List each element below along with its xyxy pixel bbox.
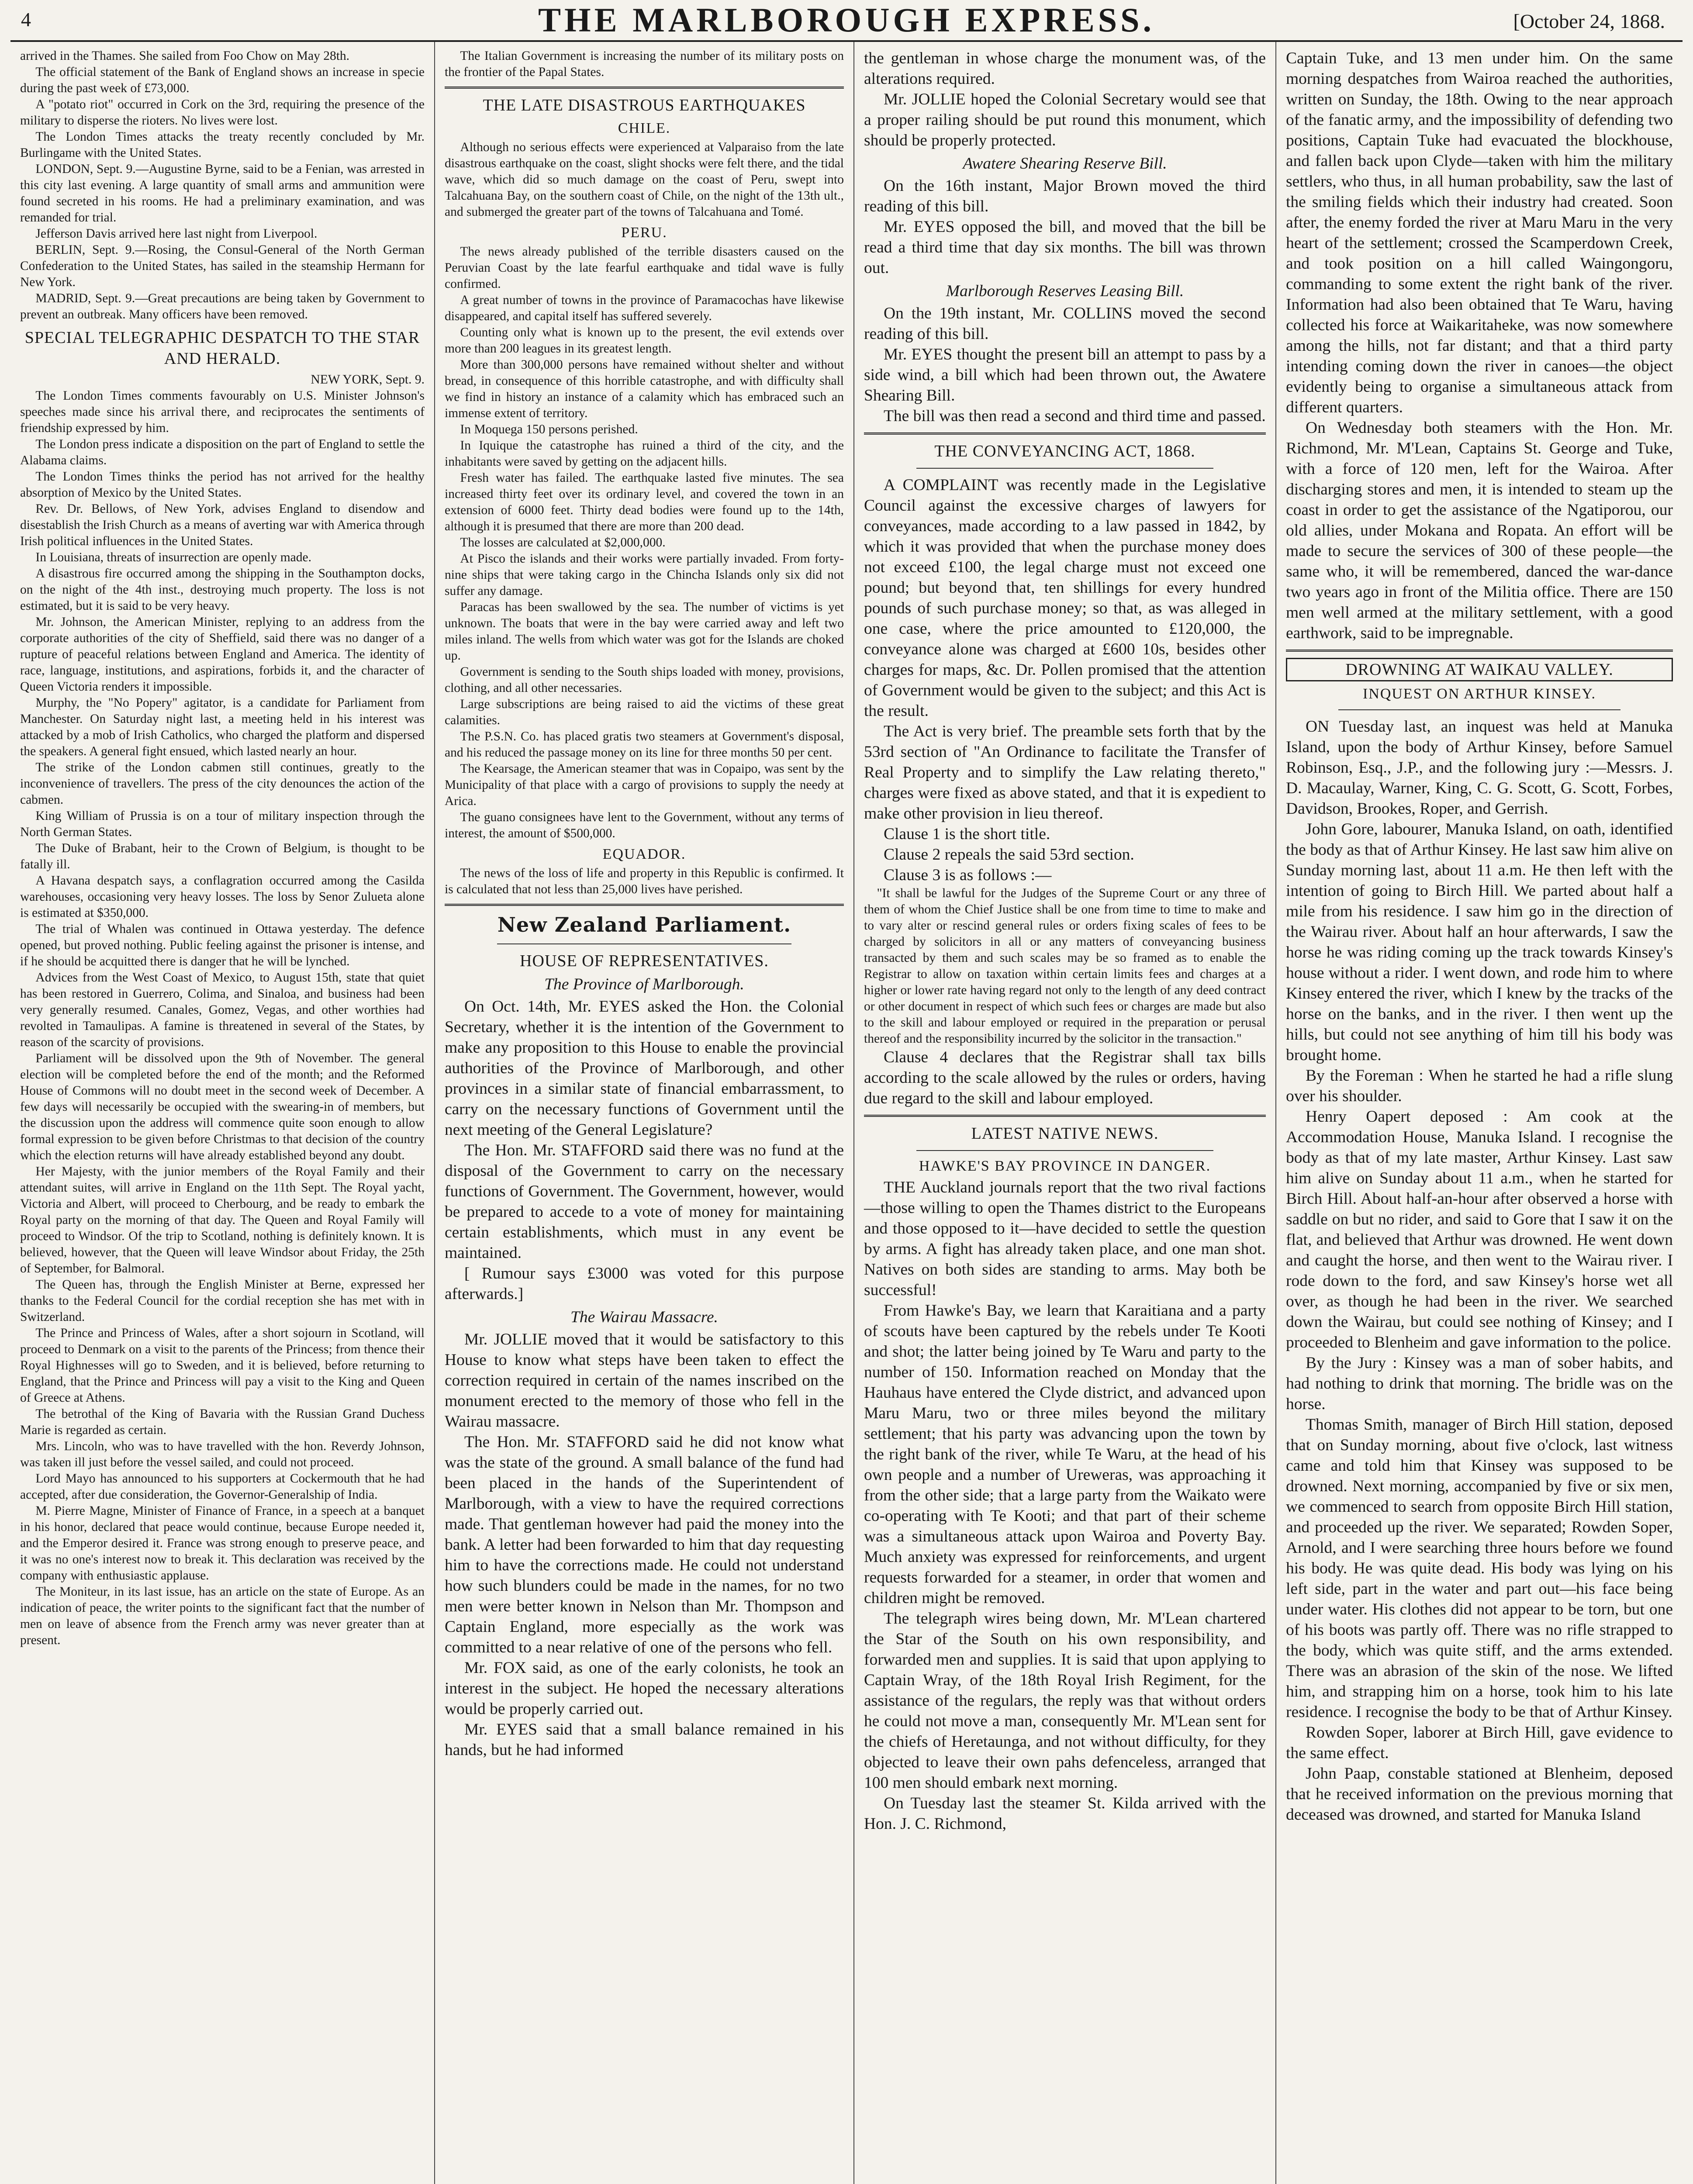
divider xyxy=(1338,709,1620,710)
paragraph: Paracas has been swallowed by the sea. The number of victims is yet unknown. The boats that were in the bay were carried away and left two miles inland. The wells from which water was got for the Islands are choked up. xyxy=(445,600,844,663)
paragraph: Rowden Soper, laborer at Birch Hill, gave evidence to the same effect. xyxy=(1286,1724,1673,1762)
masthead xyxy=(10,0,1683,42)
paragraph: The official statement of the Bank of England shows an increase in specie during the past week of £73,000. xyxy=(20,65,425,95)
divider xyxy=(916,468,1213,469)
paragraph: Clause 4 declares that the Registrar shall tax bills according to the scale allowed by the rules or orders, having due regard to the skill and labour employed. xyxy=(864,1048,1266,1107)
divider xyxy=(445,86,844,89)
divider xyxy=(445,904,844,906)
divider xyxy=(864,432,1266,435)
paragraph: LONDON, Sept. 9.—Augustine Byrne, said to be a Fenian, was arrested in this city last evening. A large quantity of small arms and ammunition were found secreted in his rooms. He had a preliminary examination, and was remanded for trial. xyxy=(20,162,425,225)
paragraph: The London Times attacks the treaty recently concluded by Mr. Burlingame with the United States. xyxy=(20,130,425,160)
paragraph: Mr. EYES opposed the bill, and moved that the bill be read a third time that day six months. The bill was thrown out. xyxy=(864,218,1266,277)
paragraph: In Louisiana, threats of insurrection are openly made. xyxy=(35,550,311,564)
paragraph: A COMPLAINT was recently made in the Legislative Council against the excessive charges of lawyers for conveyances, made according to a law passed in 1842, by which it was provided that when the purchase money does not exceed £100, the legal charge must not exceed one pound; but beyond that, ten shillings for every hundred pounds of such purchase money; so that, as was alleged in one case, where the price amounted to £120,000, the conveyance alone was charged at £600 10s, besides other charges for maps, &c. Dr. Pollen promised that the attention of Government would be given to the subject; and this Act is the result. xyxy=(864,476,1266,720)
drowning-heading: DROWNING AT WAIKAU VALLEY. xyxy=(1286,658,1673,681)
paragraph: THE Auckland journals report that the two rival factions—those willing to open the Thames district to the Europeans and those opposed to it—have decided to settle the question by arms. A fight has already taken place, and one man shot. Natives on both sides are standing to arms. May both be successful! xyxy=(864,1178,1266,1299)
paragraph: Although no serious effects were experienced at Valparaiso from the late disastrous earthquake on the coast, slight shocks were felt there, and the tidal wave, which did so much damage on the coast of Peru, swept into Talcahuana Bay, on the southern coast of Chile, on the night of the 13th ult., and submerged the greater part of the towns of Talcahuana and Tomé. xyxy=(445,140,844,219)
paragraph: Jefferson Davis arrived here last night from Liverpool. xyxy=(35,227,318,241)
house-heading: HOUSE OF REPRESENTATIVES. xyxy=(520,952,769,970)
dateline: NEW YORK, Sept. 9. xyxy=(311,373,425,387)
paragraph: Mr. EYES said that a small balance remained in his hands, but he had informed xyxy=(445,1721,844,1759)
paragraph: The Hon. Mr. STAFFORD said there was no fund at the disposal of the Government to carry on the necessary functions of Government. The Government, however, would be prepared to accede to a vote of money for maintaining certain establishments, which must in any event be maintained. xyxy=(445,1141,844,1262)
divider xyxy=(497,943,791,944)
paragraph: The Italian Government is increasing the number of its military posts on the frontier of the Papal States. xyxy=(445,49,844,79)
newspaper-title: THE MARLBOROUGH EXPRESS. xyxy=(538,1,1155,39)
paragraph: The bill was then read a second and third time and passed. xyxy=(884,407,1266,425)
page-number: 4 xyxy=(21,8,31,31)
columns xyxy=(10,42,1683,2184)
paragraph: Mr. EYES thought the present bill an attempt to pass by a side wind, a bill which had been thrown out, the Awatere Shearing Bill. xyxy=(864,346,1266,404)
paragraph: By the Foreman : When he started he had a rifle slung over his shoulder. xyxy=(1286,1067,1673,1105)
paragraph: A "potato riot" occurred in Cork on the 3rd, requiring the presence of the military to disperse the rioters. No lives were lost. xyxy=(20,97,425,128)
paragraph: The Act is very brief. The preamble sets forth that by the 53rd section of "An Ordinance to facilitate the Transfer of Real Property and to simplify the Law relating thereto," charges were fixed as above stated, and that it is expedient to make other provision in lieu thereof. xyxy=(864,722,1266,822)
paragraph: Advices from the West Coast of Mexico, to August 15th, state that quiet has been restored in Guerrero, Colima, and Sinaloa, and business had been very generally resumed. Canales, Gomez, Vegas, and other worthies had revolted in Tamaulipas. A famine is threatened in several of the States, by reason of the scarcity of provisions. xyxy=(20,971,425,1049)
paragraph: Mrs. Lincoln, who was to have travelled with the hon. Reverdy Johnson, was taken ill just before the vessel sailed, and could not proceed. xyxy=(20,1439,425,1469)
paragraph: From Hawke's Bay, we learn that Karaitiana and a party of scouts have been captured by the rebels under Te Kooti and shot; the latter being joined by Te Waru and party to the number of 150. Information reached on Monday that the Hauhaus have entered the Clyde district, and advanced upon Maru Maru, two or three miles beyond the military settlement; that his party was advancing upon the town by the right bank of the river, while Te Waru, at the head of his own people and a number of Ureweras, was approaching it from the other side; that a large party from the Waikato were co-operating with Te Kooti; and that part of their scheme was a simultaneous attack upon Wairoa and Poverty Bay. Much anxiety was expressed for reinforcements, and urgent requests forwarded for a steamer, in order that women and children might be removed. xyxy=(864,1302,1266,1607)
paragraph: the gentleman in whose charge the monument was, of the alterations required. xyxy=(864,49,1266,88)
paragraph: The betrothal of the King of Bavaria with the Russian Grand Duchess Marie is regarded as certain. xyxy=(20,1407,425,1437)
paragraph: The Prince and Princess of Wales, after a short sojourn in Scotland, will proceed to Denmark on a visit to the parents of the Princess; from thence their Royal Highnesses will go to Sweden, and it is believed, before returning to England, that the Prince and Princess will pay a visit to the King and Queen of Greece at Athens. xyxy=(20,1326,425,1405)
conveyancing-heading: THE CONVEYANCING ACT, 1868. xyxy=(934,442,1195,460)
paragraph: Mr. JOLLIE moved that it would be satisfactory to this House to know what steps have been taken to effect the correction required in certain of the names inscribed on the monument erected to the memory of those who fell in the Wairau massacre. xyxy=(445,1330,844,1431)
paragraph: The strike of the London cabmen still continues, greatly to the inconvenience of travellers. The press of the city denounces the action of the cabmen. xyxy=(20,760,425,807)
paragraph: In Iquique the catastrophe has ruined a third of the city, and the inhabitants were saved by getting on the adjacent hills. xyxy=(445,439,844,469)
paragraph: Mr. Johnson, the American Minister, replying to an address from the corporate authorities of the city of Sheffield, said there was no danger of a rupture of peaceful relations between England and America. The identity of race, language, institutions, and aspirations, forbids it, and the character of Queen Victoria renders it impossible. xyxy=(20,615,425,694)
paragraph: Large subscriptions are being raised to aid the victims of these great calamities. xyxy=(445,697,844,727)
paragraph: The London Times thinks the period has not arrived for the healthy absorption of Mexico by the United States. xyxy=(20,470,425,500)
column-1 xyxy=(10,42,434,2184)
paragraph: The Moniteur, in its last issue, has an article on the state of Europe. As an indication of peace, the writer points to the significant fact that the number of men on leave of absence from the French army was never greater than at present. xyxy=(20,1585,425,1647)
paragraph: The London Times comments favourably on U.S. Minister Johnson's speeches made since his arrival there, and reciprocates the sentiments of friendship expressed by him. xyxy=(20,389,425,435)
paragraph: Mr. FOX said, as one of the early colonists, he took an interest in the subject. He hoped the necessary alterations would be properly carried out. xyxy=(445,1659,844,1718)
paragraph: Clause 1 is the short title. xyxy=(884,825,1050,843)
paragraph: [ Rumour says £3000 was voted for this purpose afterwards.] xyxy=(445,1265,844,1303)
paragraph: Thomas Smith, manager of Birch Hill station, deposed that on Sunday morning, about five o'clock, last witness came and told him that Kinsey was supposed to be drowned. Next morning, accompanied by five or six men, we commenced to search from opposite Birch Hill station, and proceeded up the river. We separated; Rowden Soper, Arnold, and I were searching three hours before we found his body. He was quite dead. His body was lying on his left side, part in the water and part out—his face being under water. His clothes did not appear to be torn, but one of his boots was partly off. There was no rifle strapped to the body, which was quite stiff, and the arms extended. There was an abrasion of the skin of the nose. We lifted him, and strapping him on a horse, took him to his late residence. I recognise the body to be that of Arthur Kinsey. xyxy=(1286,1416,1673,1721)
paragraph: On the 16th instant, Major Brown moved the third reading of this bill. xyxy=(864,177,1266,215)
paragraph: By the Jury : Kinsey was a man of sober habits, and had nothing to drink that morning. The bridle was on the horse. xyxy=(1286,1354,1673,1413)
hawkes-bay-heading: HAWKE'S BAY PROVINCE IN DANGER. xyxy=(919,1158,1211,1174)
awatere-subheading: Awatere Shearing Reserve Bill. xyxy=(963,155,1167,173)
paragraph: John Gore, labourer, Manuka Island, on oath, identified the body as that of Arthur Kinsey. He last saw him alive on Sunday morning last, about 11 a.m. He then left with the intention of going to Birch Hill. We parted about half a mile from his residence. I saw him go in the direction of the Wairau river. About half an hour afterwards, I saw the horse he was riding coming up the track towards Kinsey's house without a rider. I went down, and rode him to where Kinsey entered the river, which I knew by the tracks of the horse on the banks, and in the river. I then went up the hills, but could not see anything of him till his body was brought home. xyxy=(1286,820,1673,1064)
earthquakes-heading: THE LATE DISASTROUS EARTHQUAKES xyxy=(483,96,806,114)
paragraph: John Paap, constable stationed at Blenheim, deposed that he received information on the previous morning that deceased was drowned, and started for Manuka Island xyxy=(1286,1765,1673,1824)
quoted-clause: "It shall be lawful for the Judges of the Supreme Court or any three of them of whom the Chief Justice shall be one from time to time to make and to vary alter or rescind general rules or orders fixing scales of fees to be charged by solicitors in all or any matters of conveyancing business transacted by them and such scales may be so framed as to enable the Registrar to allow on taxation within certain limits fees and charges at a higher or lower rate having regard not only to the length of any deed contract or other document in respect of which such fees or charges are made but also to the skill and labour employed or required in the preparation or perusal thereof and the responsibility incurred by the solicitor in the transaction." xyxy=(864,886,1266,1046)
peru-heading: PERU. xyxy=(621,225,667,241)
paragraph: King William of Prussia is on a tour of military inspection through the North German States. xyxy=(20,809,425,839)
native-news-heading: LATEST NATIVE NEWS. xyxy=(971,1124,1159,1143)
paragraph: The Kearsage, the American steamer that was in Copaipo, was sent by the Municipality of that place with a cargo of provisions to supply the needy at Arica. xyxy=(445,762,844,808)
paragraph: The trial of Whalen was continued in Ottawa yesterday. The defence opened, but proved nothing. Public feeling against the prisoner is intense, and if he should be acquitted there is danger that he will be lynched. xyxy=(20,922,425,968)
paragraph: Captain Tuke, and 13 men under him. On the same morning despatches from Wairoa reached the authorities, written on Sunday, the 18th. Owing to the near approach of the fanatic army, and the impossibility of defending two positions, Captain Tuke had evacuated the blockhouse, and fallen back upon Clyde—taken with him the military settlers, who thus, in all human probability, saw the last of the smiling fields which their industry had created. Soon after, the enemy forded the river at Maru Maru in the very heart of the settlement; crossed the Scamperdown Creek, and took position on a hill called Waingongoru, commanding to some extent the right bank of the river. Information had also been obtained that Te Waru, having collected his force at Waikaritaheke, was now somewhere among the hills, not far distant; and that a third party intending coming down the river in canoes—the object evidently being to organise a simultaneous attack from different quarters. xyxy=(1286,49,1673,416)
paragraph: A disastrous fire occurred among the shipping in the Southampton docks, on the night of the 4th inst., destroying much property. The loss is not estimated, but it is said to be very heavy. xyxy=(20,567,425,613)
paragraph: The news of the loss of life and property in this Republic is confirmed. It is calculated that not less than 25,000 lives have perished. xyxy=(445,866,844,896)
paragraph: Lord Mayo has announced to his supporters at Cockermouth that he had accepted, after due consideration, the Governor-Generalship of India. xyxy=(20,1472,425,1502)
column-3 xyxy=(853,42,1275,2184)
paragraph: A Havana despatch says, a conflagration occurred among the Casilda warehouses, occasioning very heavy losses. The loss by Senor Zulueta alone is estimated at $350,000. xyxy=(20,874,425,920)
wairau-subheading: The Wairau Massacre. xyxy=(570,1308,718,1326)
paragraph: The guano consignees have lent to the Government, without any terms of interest, the amount of $500,000. xyxy=(445,810,844,840)
divider xyxy=(864,1115,1266,1117)
paragraph: arrived in the Thames. She sailed from Foo Chow on May 28th. xyxy=(20,49,350,63)
divider xyxy=(1286,650,1673,652)
paragraph: On Wednesday both steamers with the Hon. Mr. Richmond, Mr. M'Lean, Captains St. George and Tuke, with a force of 120 men, left for the Wairoa. After discharging stores and men, it is intended to steam up the coast in order to get the assistance of the Ngatiporou, our old allies, under Mokana and Ropata. An effort will be made to secure the services of 300 of these people—the same who, it will be remembered, danced the war-dance two years ago in front of the Militia office. There are 150 men well armed at the military settlement, with a good earthwork, said to be impregnable. xyxy=(1286,419,1673,642)
paragraph: The news already published of the terrible disasters caused on the Peruvian Coast by the late fearful earthquake and tidal wave is fully confirmed. xyxy=(445,245,844,291)
paragraph: On the 19th instant, Mr. COLLINS moved the second reading of this bill. xyxy=(864,304,1266,343)
paragraph: The losses are calculated at $2,000,000. xyxy=(460,536,666,549)
paragraph: Fresh water has failed. The earthquake lasted five minutes. The sea increased thirty feet over its ordinary level, and covered the town in an extension of 6000 feet. Thirty dead bodies were found up to the 14th, although it is presumed that there are more than 200 dead. xyxy=(445,471,844,533)
paragraph: At Pisco the islands and their works were partially invaded. From forty-nine ships that were taking cargo in the Chincha Islands only six did not suffer any damage. xyxy=(445,552,844,598)
paragraph: M. Pierre Magne, Minister of Finance of France, in a speech at a banquet in his honor, declared that peace would continue, because Europe needed it, and the Emperor desired it. France was strong enough to preserve peace, and it was no one's interest now to break it. This declaration was received by the company with enthusiastic applause. xyxy=(20,1504,425,1583)
paragraph: Her Majesty, with the junior members of the Royal Family and their attendant suites, will arrive in England on the 11th Sept. The Royal yacht, Victoria and Albert, will proceed to Cherbourg, and be ready to embark the Royal party on the morning of that day. The Queen and Royal Family will proceed to Windsor. Of the trip to Scotland, nothing is definitely known. It is believed, however, that the Queen will leave Windsor about Friday, the 25th of September, for Balmoral. xyxy=(20,1165,425,1275)
paragraph: MADRID, Sept. 9.—Great precautions are being taken by Government to prevent an outbreak. Many officers have been removed. xyxy=(20,291,425,321)
issue-date: [October 24, 1868. xyxy=(1513,10,1665,32)
chile-heading: CHILE. xyxy=(618,120,671,136)
paragraph: In Moquega 150 persons perished. xyxy=(460,422,638,436)
province-subheading: The Province of Marlborough. xyxy=(544,975,744,993)
paragraph: Mr. JOLLIE hoped the Colonial Secretary would see that a proper railing should be put round this monument, which should be properly protected. xyxy=(864,90,1266,149)
paragraph: Government is sending to the South ships loaded with money, provisions, clothing, and all other necessaries. xyxy=(445,665,844,695)
paragraph: The Queen has, through the English Minister at Berne, expressed her thanks to the Federal Council for the cordial reception she has met with in Switzerland. xyxy=(20,1278,425,1324)
equador-heading: EQUADOR. xyxy=(602,846,686,862)
paragraph: A great number of towns in the province of Paramacochas have likewise disappeared, and capital itself has suffered severely. xyxy=(445,293,844,323)
paragraph: Clause 3 is as follows :— xyxy=(884,866,1052,884)
inquest-subheading: INQUEST ON ARTHUR KINSEY. xyxy=(1362,686,1596,702)
paragraph: The P.S.N. Co. has placed gratis two steamers at Government's disposal, and his reduced the passage money on its line for three months 50 per cent. xyxy=(445,729,844,760)
paragraph: The London press indicate a disposition on the part of England to settle the Alabama claims. xyxy=(20,437,425,467)
paragraph: Murphy, the "No Popery" agitator, is a candidate for Parliament from Manchester. On Saturday night last, a meeting held in his interest was attacked by a mob of Irish Catholics, who charged the platform and dispersed the speakers. A general fight ensued, which lasted nearly an hour. xyxy=(20,696,425,758)
parliament-heading: New Zealand Parliament. xyxy=(497,913,791,936)
paragraph: The Hon. Mr. STAFFORD said he did not know what was the state of the ground. A small balance of the fund had been placed in the hands of the Superintendent of Marlborough, with a view to have the required corrections made. That gentleman however had paid the money into the bank. A letter had been forwarded to him that day requesting him to have the corrections made. He could not understand how such blunders could be made in the names, for no two men were better known in Nelson than Mr. Thompson and Captain England, more especially as the work was committed to a near relative of one of the persons who fell. xyxy=(445,1433,844,1656)
divider xyxy=(916,1150,1213,1151)
paragraph: On Oct. 14th, Mr. EYES asked the Hon. the Colonial Secretary, whether it is the intention of the Government to make any proposition to this House to enable the provincial authorities of the Province of Marlborough, and other provinces in a similar state of financial embarrassment, to carry on the necessary functions of Government until the next meeting of the General Legislature? xyxy=(445,998,844,1139)
special-despatch-heading: SPECIAL TELEGRAPHIC DESPATCH TO THE STAR AND HERALD. xyxy=(24,328,420,368)
column-4 xyxy=(1275,42,1683,2184)
paragraph: ON Tuesday last, an inquest was held at Manuka Island, upon the body of Arthur Kinsey, before Samuel Robinson, Esq., J.P., and the following jury :—Messrs. J. D. Macaulay, Warner, King, C. G. Scott, G. Scott, Forbes, Davidson, Brookes, Roper, and Gerrish. xyxy=(1286,718,1673,818)
leasing-subheading: Marlborough Reserves Leasing Bill. xyxy=(946,282,1184,300)
paragraph: Henry Oapert deposed : Am cook at the Accommodation House, Manuka Island. I recognise the body as that of my late master, Arthur Kinsey. Last saw him alive on Sunday about 11 a.m., when he started for Birch Hill. About half-an-hour after observed a horse with saddle on but no rider, and said to Gore that I saw it on the flat, and believed that Arthur was drowned. He went down and caught the horse, and then went to the Wairau river. I rode down to the ford, and saw Kinsey's horse wet all over, as though he had been in the river. We searched down the Wairau, but could see nothing of Kinsey; and I proceeded to Blenheim and gave information to the police. xyxy=(1286,1108,1673,1351)
paragraph: More than 300,000 persons have remained without shelter and without bread, in consequence of this horrible catastrophe, and with difficulty shall we find in history an instance of a calamity which has embraced such an immense extent of territory. xyxy=(445,358,844,420)
paragraph: On Tuesday last the steamer St. Kilda arrived with the Hon. J. C. Richmond, xyxy=(864,1794,1266,1833)
paragraph: Rev. Dr. Bellows, of New York, advises England to disendow and disestablish the Irish Church as a means of averting war with America through Irish political influences in the United States. xyxy=(20,502,425,548)
paragraph: BERLIN, Sept. 9.—Rosing, the Consul-General of the North German Confederation to the United States, has sailed in the steamship Hermann for New York. xyxy=(20,243,425,289)
paragraph: The telegraph wires being down, Mr. M'Lean chartered the Star of the South on his own responsibility, and forwarded men and supplies. It is said that upon applying to Captain Wray, of the 18th Royal Irish Regiment, for the assistance of the regulars, the reply was that without orders he could not move a man, consequently Mr. M'Lean sent for the chiefs of Heretaunga, and not without difficulty, for they objected to leave their own pahs defenceless, arranged that 100 men should embark next morning. xyxy=(864,1610,1266,1792)
paragraph: Parliament will be dissolved upon the 9th of November. The general election will be completed before the end of the month; and the Reformed House of Commons will no doubt meet in the second week of December. A few days will necessarily be occupied with the swearing-in of members, but the discussion upon the address will commence quite soon enough to allow formal expression to be given before Christmas to that decision of the country which the election returns will have already established beyond any doubt. xyxy=(20,1051,425,1162)
paragraph: Counting only what is known up to the present, the evil extends over more than 200 leagues in its greatest length. xyxy=(445,325,844,356)
column-2 xyxy=(434,42,853,2184)
paragraph: Clause 2 repeals the said 53rd section. xyxy=(884,846,1134,864)
paragraph: The Duke of Brabant, heir to the Crown of Belgium, is thought to be fatally ill. xyxy=(20,841,425,871)
